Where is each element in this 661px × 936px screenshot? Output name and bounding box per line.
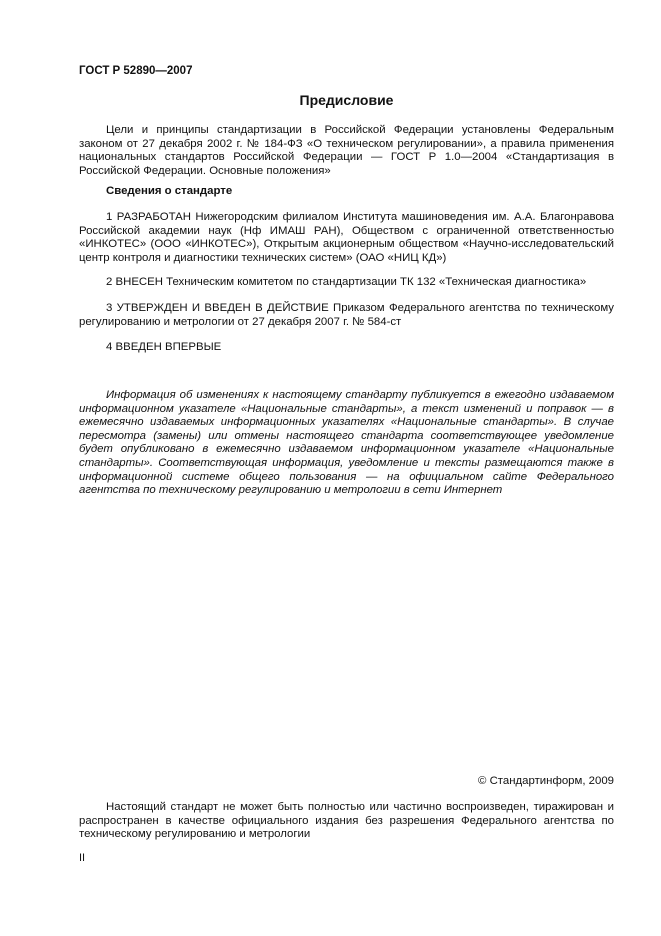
item-developed: 1 РАЗРАБОТАН Нижегородским филиалом Института машиноведения им. А.А. Благонравова Российской академии наук (Нф ИМАШ РАН), Обществом с ограниченной ответственностью «ИНКОТЕС» (ООО «ИНКОТЕС»), Открытым акционерным обществом «Научно-исследовательский центр контроля и диагностики технических систем» (ОАО «НИЦ КД»)	[79, 211, 614, 264]
page-number: II	[79, 852, 86, 864]
item-approved: 3 УТВЕРЖДЕН И ВВЕДЕН В ДЕЙСТВИЕ Приказом Федерального агентства по техническому регулированию и метрологии от 27 декабря 2007 г. № 584-ст	[79, 302, 614, 328]
section-heading: Сведения о стандарте	[106, 185, 233, 197]
intro-paragraph: Цели и принципы стандартизации в Российской Федерации установлены Федеральным законом от 27 декабря 2002 г. № 184-ФЗ «О техническом регулировании», а правила применения национальных стандартов Российской Федерации — ГОСТ Р 1.0—2004 «Стандартизация в Российской Федерации. Основные положения»	[79, 124, 614, 177]
info-notice-paragraph: Информация об изменениях к настоящему стандарту публикуется в ежегодно издаваемом информационном указателе «Национальные стандарты», а текст изменений и поправок — в ежемесячно издаваемых информационных указателях «Национальные стандарты». В случае пересмотра (замены) или отмены настоящего стандарта соответствующее уведомление будет опубликовано в ежемесячно издаваемом информационном указателе «Национальные стандарты». Соответствующая информация, уведомление и тексты размещаются также в информационной системе общего пользования — на официальном сайте Федерального агентства по техническому регулированию и метрологии в сети Интернет	[79, 389, 614, 497]
reproduction-notice: Настоящий стандарт не может быть полностью или частично воспроизведен, тиражирован и распространен в качестве официального издания без разрешения Федерального агентства по техническому регулированию и метрологии	[79, 801, 614, 841]
document-code-header: ГОСТ Р 52890—2007	[79, 65, 193, 77]
item-introduced: 2 ВНЕСЕН Техническим комитетом по стандартизации ТК 132 «Техническая диагностика»	[106, 276, 587, 288]
copyright-line: © Стандартинформ, 2009	[478, 775, 614, 787]
item-first-introduced: 4 ВВЕДЕН ВПЕРВЫЕ	[106, 341, 222, 353]
page-title: Предисловие	[299, 92, 394, 108]
